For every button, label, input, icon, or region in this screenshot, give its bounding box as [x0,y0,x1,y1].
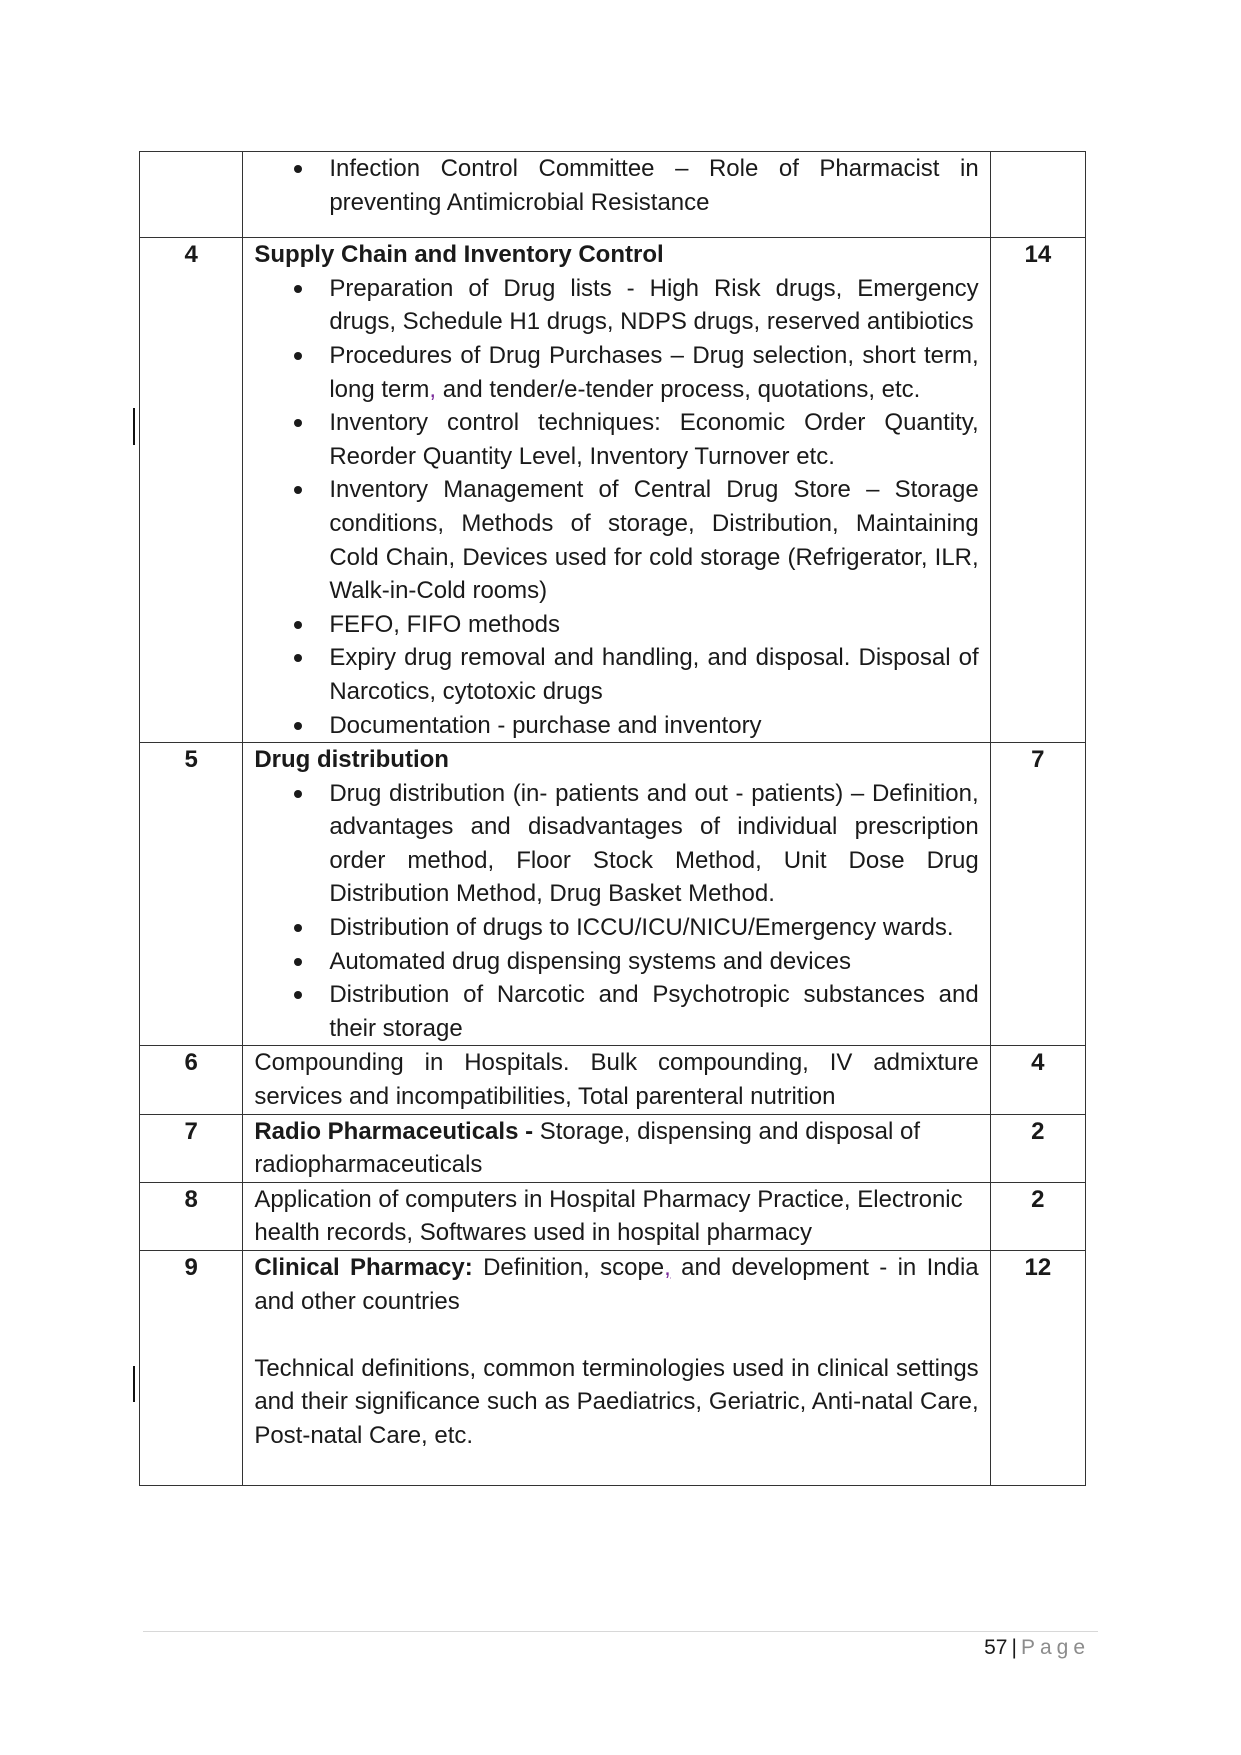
list-item-text: and tender/e-tender process, quotations, etc. [442,375,921,403]
table-row [140,1182,1086,1250]
topic-text: Compounding in Hospitals. Bulk compounding, IV admixture services and incompatibilities, Total parenteral nutrition [254,1049,979,1111]
page-label: Page [1020,1636,1090,1659]
revision-change-bar [133,1366,135,1402]
hours-value: 14 [990,238,1085,743]
topic-cell [243,1251,990,1486]
unit-heading: Radio Pharmaceuticals - [254,1117,534,1145]
list-item: Drug distribution (in- patients and out - patients) – Definition, advantages and disadvantages of individual prescription order method, Floor Stock Method, Unit Dose Drug Distribution Method, Drug Basket Method. [329,777,978,911]
unit-heading: Supply Chain and Inventory Control [254,241,664,269]
topic-cell [243,743,990,1046]
list-item: Distribution of drugs to ICCU/ICU/NICU/Emergency wards. [329,911,978,945]
page-number: 57 [984,1636,1008,1659]
topic-cell [243,1046,990,1114]
unit-number: 5 [140,743,243,1046]
revision-mark: , [664,1254,671,1281]
hours-value: 2 [990,1114,1085,1182]
list-item: Inventory Management of Central Drug Store – Storage conditions, Methods of storage, Distribution, Maintaining Cold Chain, Devices used for cold storage (Refrigerator, ILR, Walk-in-Cold rooms) [329,473,978,607]
table-row [140,743,1086,1046]
topic-text [254,1251,978,1318]
topic-text: Application of computers in Hospital Pharmacy Practice, Electronic health records, Softwares used in hospital pharmacy [254,1185,963,1247]
list-item: FEFO, FIFO methods [329,608,978,642]
hours-value: 2 [990,1182,1085,1250]
unit-number: 6 [140,1046,243,1114]
revision-change-bar [133,408,135,445]
hours-value: 7 [990,743,1085,1046]
unit-number: 7 [140,1114,243,1182]
topic-list [254,777,978,1046]
topic-text-body: Storage, dispensing and disposal of radiopharmaceuticals [254,1117,921,1179]
list-item: Documentation - purchase and inventory [329,709,978,743]
paragraph-spacer [254,1318,978,1352]
table-row [140,238,1086,743]
list-item: Expiry drug removal and handling, and disposal. Disposal of Narcotics, cytotoxic drugs [329,641,978,708]
list-item: Inventory control techniques: Economic Order Quantity, Reorder Quantity Level, Inventory Turnover etc. [329,406,978,473]
unit-number: 8 [140,1182,243,1250]
unit-heading: Clinical Pharmacy: [254,1254,473,1281]
topic-text: Technical definitions, common terminologies used in clinical settings and their significance such as Paediatrics, Geriatric, Anti-natal Care, Post-natal Care, etc. [254,1354,979,1449]
topic-cell [243,1182,990,1250]
topic-list [254,152,978,219]
list-item: Distribution of Narcotic and Psychotropic substances and their storage [329,978,978,1045]
list-item [329,339,978,406]
hours-value: 4 [990,1046,1085,1114]
table-row [140,1046,1086,1114]
unit-heading: Drug distribution [254,746,449,774]
topic-list [254,272,978,742]
topic-text-body: Definition, scope [472,1254,665,1281]
syllabus-table [139,151,1086,1486]
list-item: Preparation of Drug lists - High Risk drugs, Emergency drugs, Schedule H1 drugs, NDPS drugs, reserved antibiotics [329,272,978,339]
revision-mark: , [429,375,437,403]
footer-separator: | [1011,1636,1017,1659]
topic-text [254,1115,978,1182]
list-item: Automated drug dispensing systems and devices [329,945,978,979]
table-row [140,152,1086,238]
table-row [140,1251,1086,1486]
hours-value [990,152,1085,238]
topic-cell [243,238,990,743]
topic-cell [243,1114,990,1182]
list-item: Infection Control Committee – Role of Pharmacist in preventing Antimicrobial Resistance [329,152,978,219]
unit-number: 9 [140,1251,243,1486]
page-footer [984,1636,1090,1660]
footer-divider [143,1631,1098,1632]
table-row [140,1114,1086,1182]
list-item-text: Procedures of Drug Purchases – Drug selection, short term, long term [329,341,979,403]
unit-number: 4 [140,238,243,743]
topic-cell [243,152,990,238]
hours-value: 12 [990,1251,1085,1486]
topic-text-body: and development - in India and other countries [254,1254,979,1315]
unit-number [140,152,243,238]
